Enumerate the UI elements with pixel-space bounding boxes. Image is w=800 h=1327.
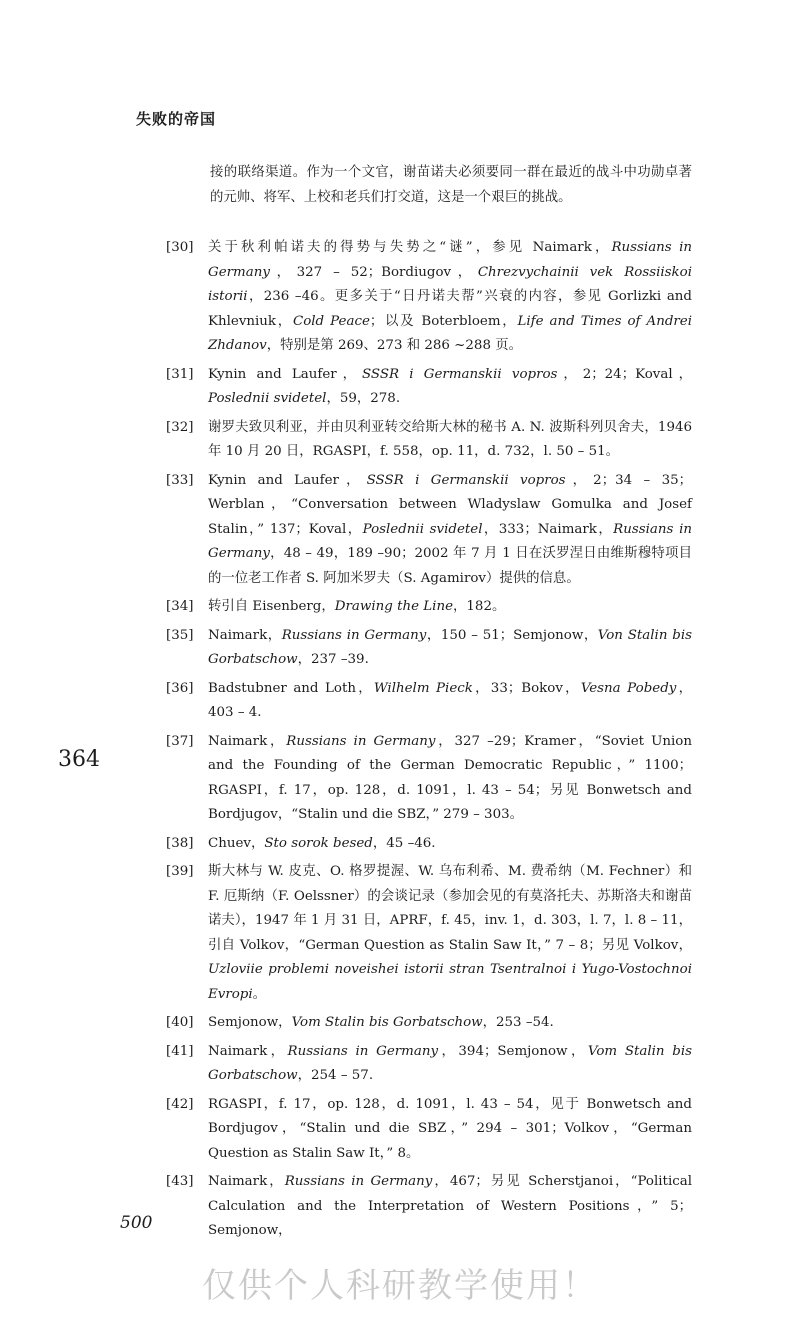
note-text-segment: 转引自 Eisenberg， [208,599,335,614]
cited-title: Sto sorok besed [264,835,373,851]
watermark: 仅供个人科研教学使用！ [202,1266,598,1306]
endnote [166,595,692,620]
note-text-segment: Chuev， [208,835,265,851]
original-page-number: 364 [58,747,100,772]
endnote-text [208,1170,692,1244]
endnote-text [208,236,692,359]
endnote-text [208,860,692,1007]
note-text-segment: ，403 – 4. [208,680,692,720]
endnotes-list [166,236,692,1248]
cited-title: Russians in Germany [284,1174,433,1189]
cited-title: Cold Peace [292,313,370,329]
endnote-number: [36] [166,680,194,696]
note-text-segment: ，150 – 51；Semjonow， [426,627,598,643]
endnote [166,1040,692,1089]
endnote-number: [35] [166,627,194,643]
note-text-segment: Naimark， [208,627,282,643]
endnote-text [208,832,692,857]
endnote-number: [37] [166,733,194,749]
endnote-text [208,677,692,726]
note-text-segment: ，182。 [453,599,506,614]
note-text-segment: Naimark， [208,1174,285,1189]
endnote-number: [39] [166,864,194,879]
endnote [166,860,692,1007]
cited-title: Life and Times of Andrei Zhdanov [208,313,692,353]
cited-title: Uzloviie problemi noveishei istorii stran Tsentralnoi i Yugo-Vostochnoi Evropi [208,962,692,1002]
note-text-segment: ，254 – 57. [297,1068,374,1083]
endnote [166,416,692,465]
endnote-text [208,1040,692,1089]
endnote [166,1170,692,1244]
note-text-segment: ，236 –46。更多关于“日丹诺夫帮”兴衰的内容，参见 Gorlizki and Khlevniuk， [208,289,692,329]
cited-title: Chrezvychainii vek Rossiiskoi istorii [208,264,692,304]
endnote [166,236,692,359]
note-text-segment: Kynin and Laufer， [208,472,367,488]
endnote-number: [31] [166,366,194,382]
cited-title: Russians in Germany [286,733,436,749]
endnote-number: [40] [166,1015,194,1030]
running-header: 失败的帝国 [136,110,217,128]
endnote [166,1011,692,1036]
cited-title: Vom Stalin bis Gorbatschow [291,1015,483,1030]
note-text-segment: ，253 –54. [482,1015,554,1030]
cited-title: SSSR i Germanskii vopros [366,472,566,488]
note-text-segment: 谢罗夫致贝利亚，并由贝利亚转交给斯大林的秘书 A. N. 波斯科列贝舍夫，1946 年 10 月 20 日，RGASPI，f. 558，op. 11，d. 732，l. 50 – 51。 [208,419,692,459]
note-text-segment: Naimark， [208,733,287,749]
endnote [166,730,692,828]
note-text-segment: ，237 –39. [297,652,369,667]
page-number: 500 [120,1213,153,1233]
note-text-segment: Semjonow， [208,1015,292,1030]
endnote-number: [38] [166,835,194,851]
endnote-number: [33] [166,472,194,488]
continuation-paragraph: 接的联络渠道。作为一个文官，谢苗诺夫必须要同一群在最近的战斗中功勋卓著的元帅、将军、上校和老兵们打交道，这是一个艰巨的挑战。 [210,165,692,205]
note-text-segment: ，327 –29；Kramer，“Soviet Union and the Founding of the German Democratic Republic，” 1100；RGASPI，f. 17，op. 128，d. 1091，l. 43 – 54；另见 Bonwetsch and Bordjugov，“Stalin und die SBZ，” 279 – 303。 [208,733,692,822]
cited-title: Von Stalin bis Gorbatschow [208,627,692,667]
note-text-segment: ，394；Semjonow， [438,1043,588,1059]
endnote-text [208,1011,692,1036]
endnote [166,677,692,726]
endnote [166,832,692,857]
note-text-segment: ，特别是第 269、273 和 286 ~288 页。 [266,338,523,353]
note-text-segment: ；以及 Boterbloem， [369,313,518,329]
note-text-segment: ，333；Naimark， [482,521,614,537]
endnote-number: [34] [166,599,194,614]
cited-title: Vesna Pobedy [580,680,677,696]
cited-title: Russians in Germany [281,627,427,643]
endnote [166,363,692,412]
endnote [166,1093,692,1167]
cited-title: Drawing the Line [334,599,454,614]
endnote-text [208,595,692,620]
cited-title: SSSR i Germanskii vopros [361,366,558,382]
note-text-segment: Badstubner and Loth， [208,680,374,696]
endnote-text [208,469,692,592]
note-text-segment: Naimark， [208,1043,288,1059]
note-text-segment: ，45 –46. [372,835,436,851]
cited-title: Russians in Germany [287,1043,439,1059]
note-text-segment: ，467；另见 Scherstjanoi，“Political Calculation and the Interpretation of Western Positions，” 5；Semjonow， [208,1174,692,1238]
endnote [166,469,692,592]
note-text-segment: ，2；24；Koval， [557,366,692,382]
cited-title: Wilhelm Pieck [373,680,473,696]
cited-title: Russians in Germany [208,240,692,280]
note-text-segment: 斯大林与 W. 皮克、O. 格罗提渥、W. 乌布利希、M. 费希纳（M. Fechner）和 F. 厄斯纳（F. Oelssner）的会谈记录（参加会见的有莫洛托夫、苏斯洛夫和谢苗诺夫），1947 年 1 月 31 日，APRF，f. 45，inv. 1，d. 303，l. 7，l. 8 – 11，引自 Volkov，“German Question as Stalin Saw It，” 7 – 8；另见 Volkov， [208,864,692,953]
endnote-text [208,416,692,465]
note-text-segment: ，33；Bokov， [472,680,581,696]
endnote [166,624,692,673]
cited-title: Russians in Germany [208,521,692,561]
note-text-segment: ，48 – 49，189 –90；2002 年 7 月 1 日在沃罗涅日由维斯穆特项目的一位老工作者 S. 阿加米罗夫（S. Agamirov）提供的信息。 [208,546,692,586]
cited-title: Poslednii svidetel [208,391,327,406]
endnote-text [208,730,692,828]
endnote-number: [30] [166,240,194,255]
endnote-text [208,1093,692,1167]
endnote-number: [42] [166,1096,194,1112]
note-text-segment: 。 [252,986,267,1002]
note-text-segment: ，327 – 52；Bordiugov， [269,264,478,280]
endnote-number: [43] [166,1174,194,1189]
endnote-text [208,363,692,412]
cited-title: Poslednii svidetel [362,521,483,537]
note-text-segment: 关于秋利帕诺夫的得势与失势之“谜”，参见 Naimark， [208,240,612,255]
note-text-segment: ，2；34 – 35；Werblan，“Conversation between Wladyslaw Gomulka and Josef Stalin，” 137；Koval， [208,472,692,537]
note-text-segment: ，59，278. [326,391,401,406]
endnote-number: [32] [166,419,194,435]
note-text-segment: Kynin and Laufer， [208,366,362,382]
cited-title: Vom Stalin bis Gorbatschow [208,1043,693,1083]
endnote-number: [41] [166,1043,194,1059]
note-text-segment: RGASPI，f. 17，op. 128，d. 1091，l. 43 – 54，见于 Bonwetsch and Bordjugov，“Stalin und die SBZ，” 294 – 301；Volkov，“German Question as Stalin Saw It，” 8。 [208,1096,692,1161]
endnote-text [208,624,692,673]
